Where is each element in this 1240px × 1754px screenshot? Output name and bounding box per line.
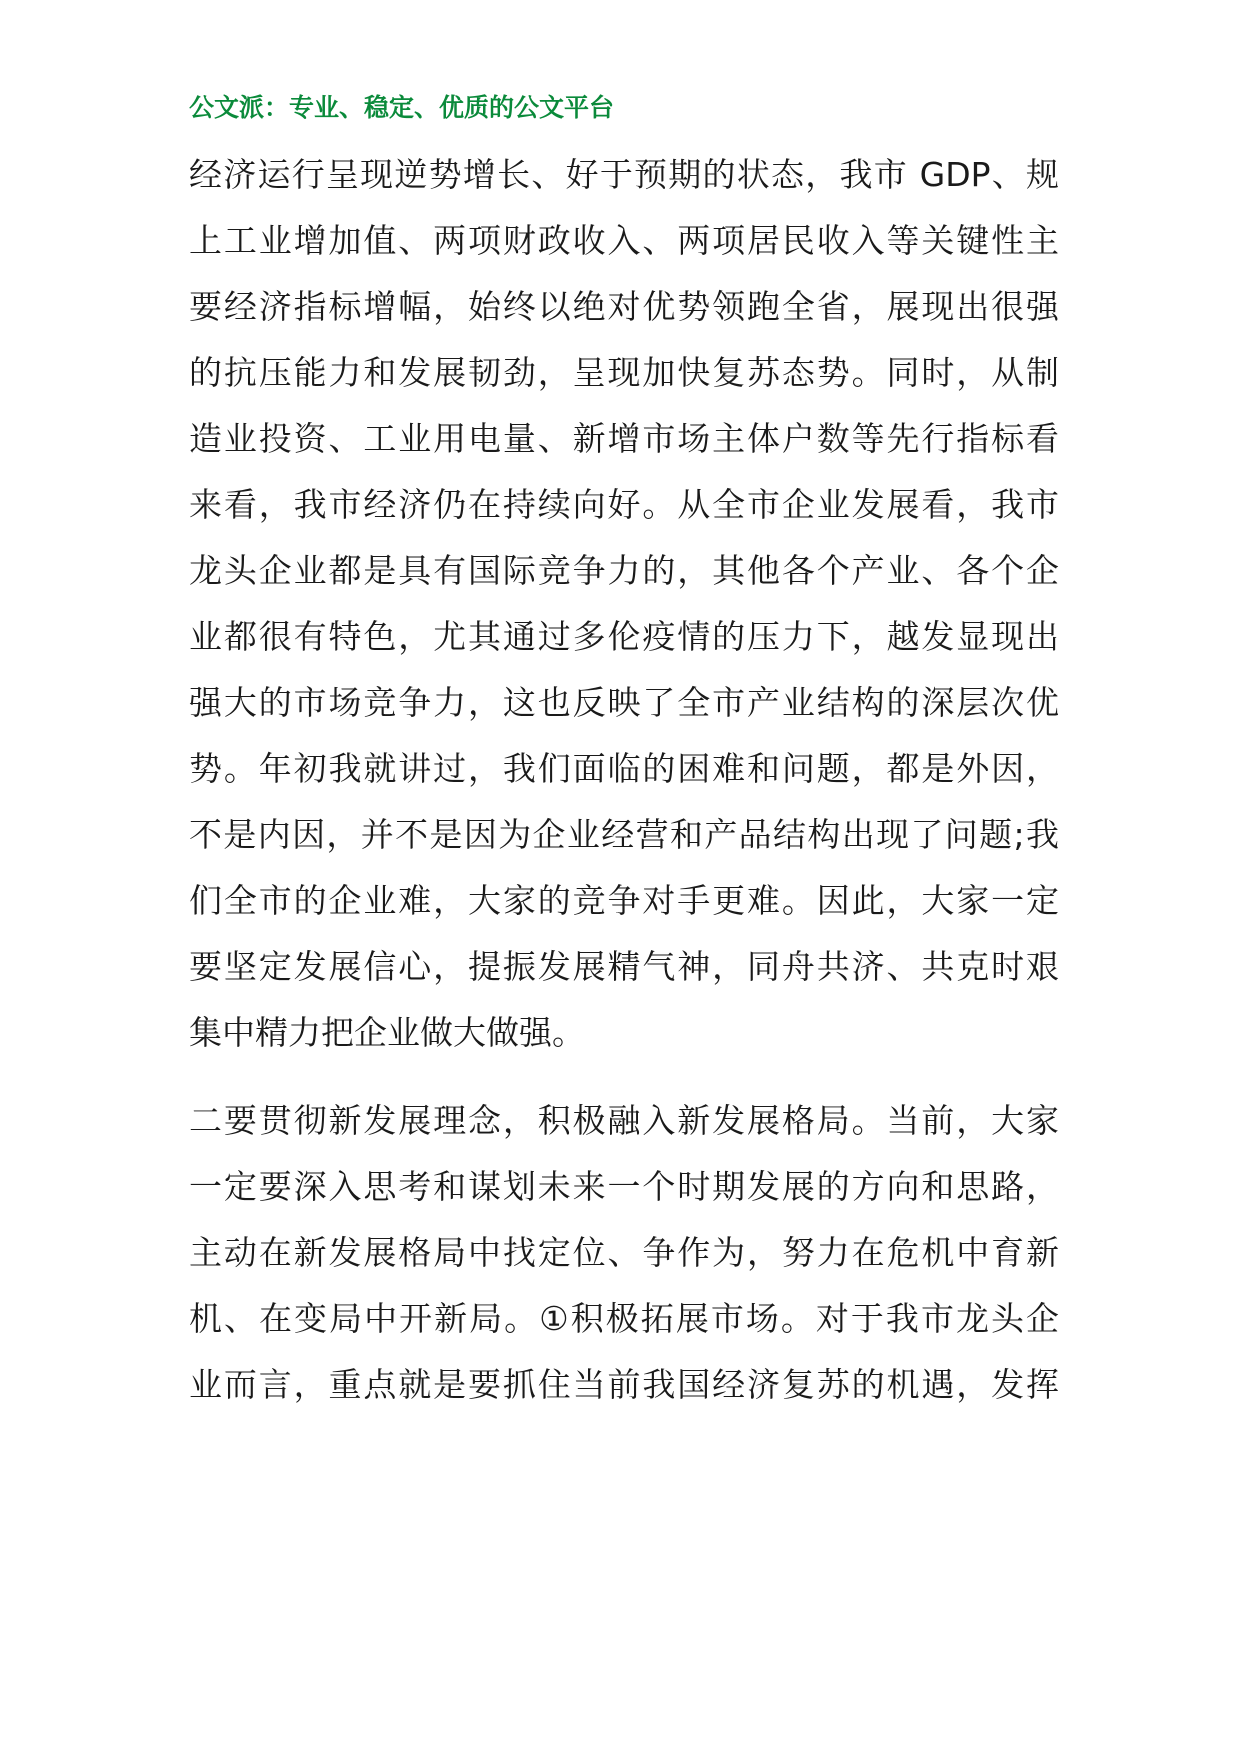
paragraph-2-line-4: 机、在变局中开新局。①积极拓展市场。对于我市龙头企: [189, 1299, 1059, 1338]
paragraph-1-line-8: 业都很有特色，尤其通过多伦疫情的压力下，越发显现出: [189, 617, 1059, 656]
paragraph-1-line-10: 势。年初我就讲过，我们面临的困难和问题，都是外因，: [189, 749, 1059, 788]
paragraph-1-line-14: 集中精力把企业做大做强。: [189, 1013, 585, 1052]
paragraph-2-line-2: 一定要深入思考和谋划未来一个时期发展的方向和思路，: [189, 1167, 1059, 1206]
paragraph-2-line-1: 二要贯彻新发展理念，积极融入新发展格局。当前，大家: [189, 1101, 1059, 1140]
paragraph-1-line-3: 要经济指标增幅，始终以绝对优势领跑全省，展现出很强: [189, 287, 1059, 326]
paragraph-1-line-12: 们全市的企业难，大家的竞争对手更难。因此，大家一定: [189, 881, 1059, 920]
paragraph-1-line-4: 的抗压能力和发展韧劲，呈现加快复苏态势。同时，从制: [189, 353, 1059, 392]
paragraph-1-line-11: 不是内因，并不是因为企业经营和产品结构出现了问题;我: [189, 815, 1059, 854]
paragraph-1-line-5: 造业投资、工业用电量、新增市场主体户数等先行指标看: [189, 419, 1059, 458]
header-slogan: 公文派：专业、稳定、优质的公文平台: [189, 93, 615, 122]
paragraph-1-line-1: 经济运行呈现逆势增长、好于预期的状态，我市 GDP、规: [189, 155, 1059, 194]
paragraph-2-line-5: 业而言，重点就是要抓住当前我国经济复苏的机遇，发挥: [189, 1365, 1059, 1404]
paragraph-1-line-9: 强大的市场竞争力，这也反映了全市产业结构的深层次优: [189, 683, 1059, 722]
paragraph-1-line-6: 来看，我市经济仍在持续向好。从全市企业发展看，我市: [189, 485, 1059, 524]
paragraph-1-line-7: 龙头企业都是具有国际竞争力的，其他各个产业、各个企: [189, 551, 1059, 590]
paragraph-1-line-13: 要坚定发展信心，提振发展精气神，同舟共济、共克时艰: [189, 947, 1059, 986]
paragraph-2-line-3: 主动在新发展格局中找定位、争作为，努力在危机中育新: [189, 1233, 1059, 1272]
paragraph-1-line-2: 上工业增加值、两项财政收入、两项居民收入等关键性主: [189, 221, 1059, 260]
